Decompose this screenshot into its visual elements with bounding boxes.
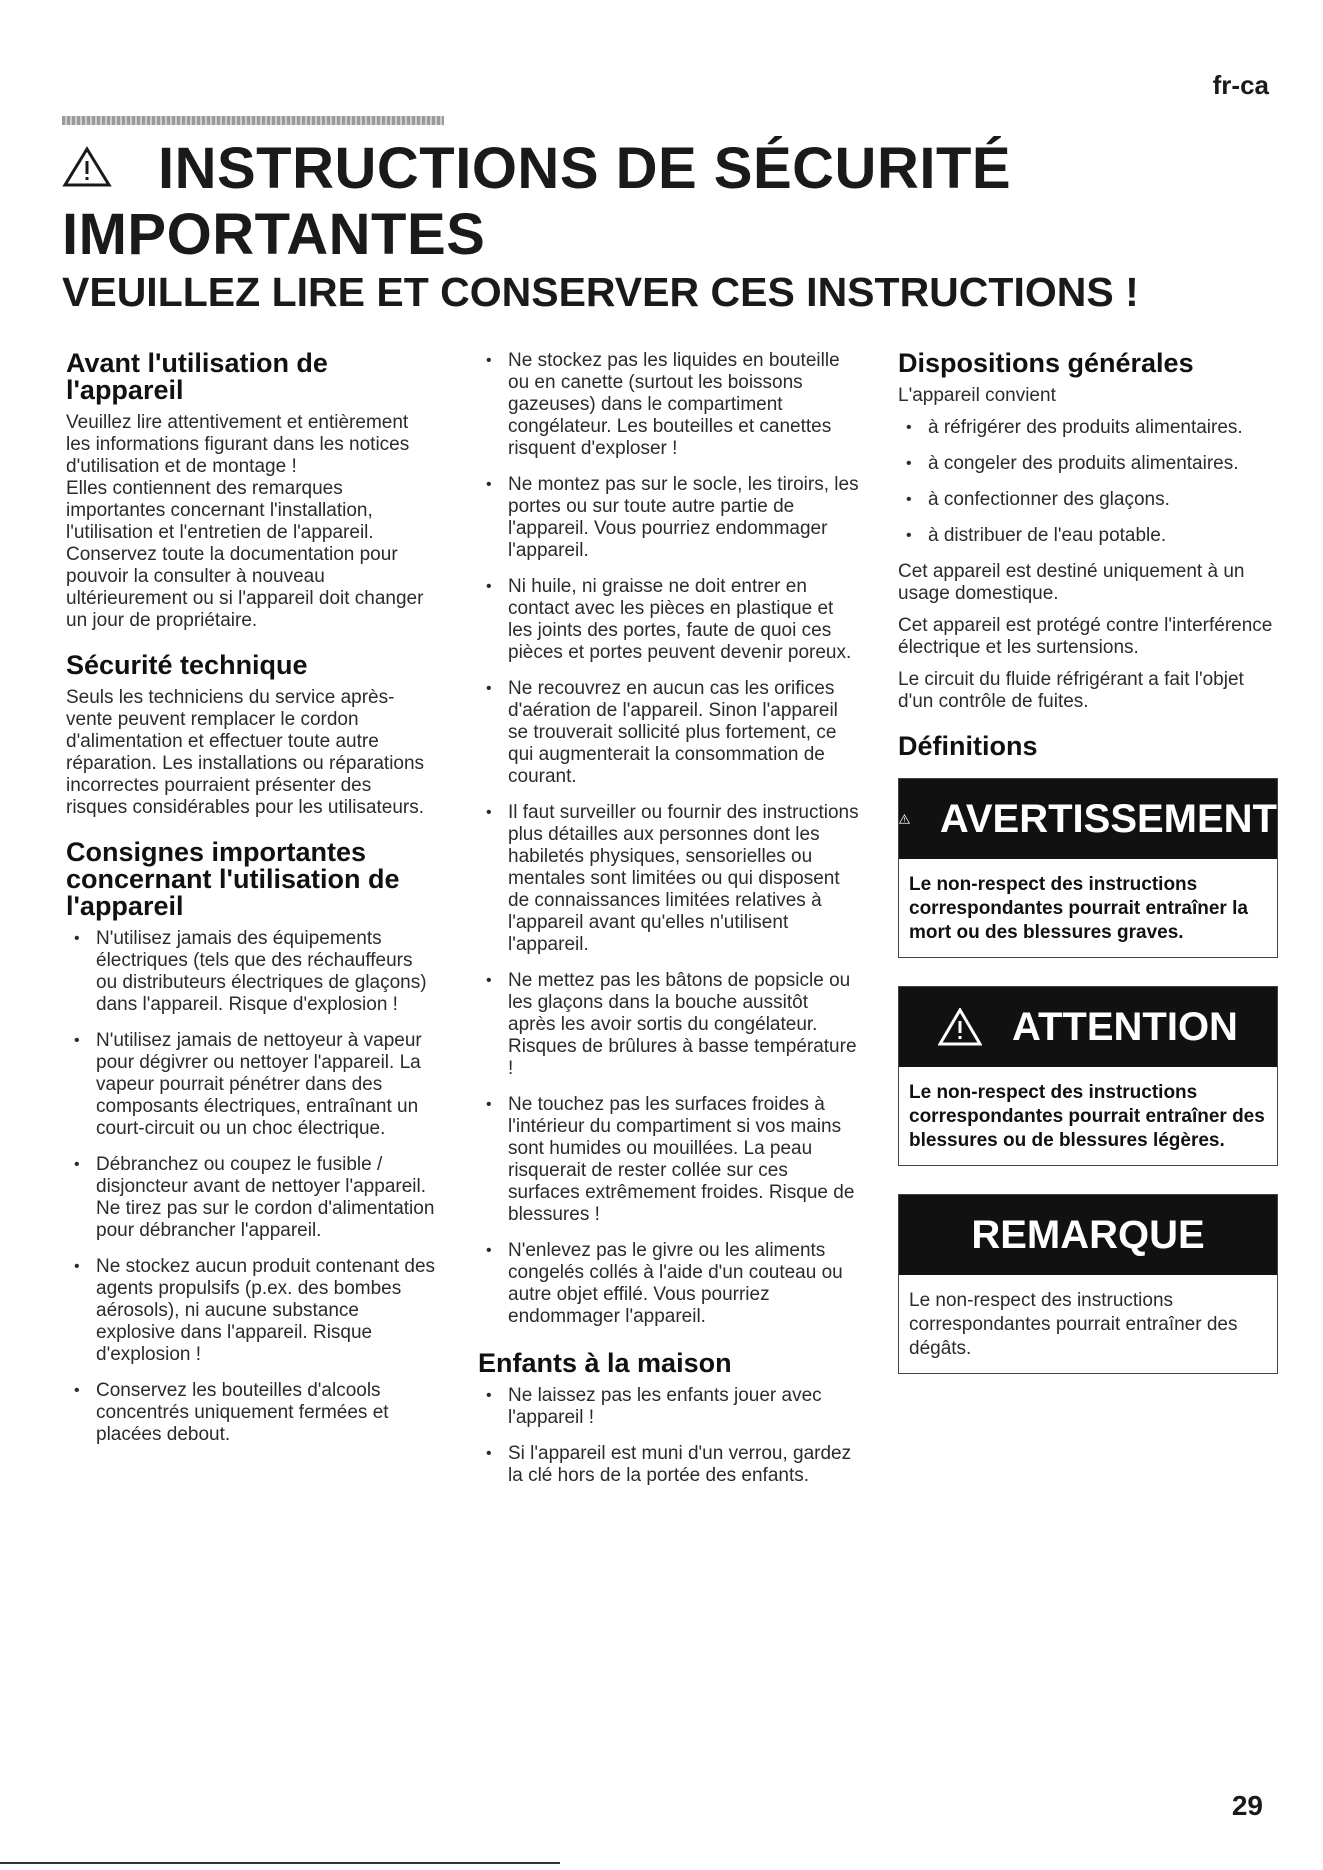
instructions-list (66, 928, 436, 1446)
page-title (62, 136, 1011, 268)
instructions-list (478, 350, 860, 1328)
note-text: Le non-respect des instructions correspondantes pourrait entraîner des dégâts. (909, 1290, 1238, 1359)
section-general-provisions (898, 350, 1278, 713)
risk-note: Risque d'explosion ! (228, 994, 398, 1015)
list-item: • Ni huile, ni graisse ne doit entrer en contact avec les pièces en plastique et les joints des portes, faute de quoi ces pièces et portes peuvent devenir poreux. (478, 576, 860, 664)
caution-text: Le non-respect des instructions correspondantes pourrait entraîner des blessures ou de blessures légères. (909, 1082, 1265, 1151)
paragraph: Elles contiennent des remarques importantes concernant l'installation, l'utilisation et l'entretien de l'appareil. (66, 478, 374, 543)
caution-label: ATTENTION (1012, 1005, 1238, 1049)
section-definitions (898, 733, 1278, 1374)
warning-box-header (899, 779, 1277, 859)
note-label: REMARQUE (971, 1213, 1205, 1257)
page-subtitle: VEUILLEZ LIRE ET CONSERVER CES INSTRUCTIONS ! (62, 269, 1139, 315)
paragraph: Seuls les techniciens du service après-vente peuvent remplacer le cordon d'alimentation et effectuer toute autre réparation. Les installations ou réparations incorrectes pourraient présenter des risques considérables pour les utilisateurs. (66, 687, 425, 818)
usage-list (898, 417, 1278, 547)
list-item: • à congeler des produits alimentaires. (898, 453, 1278, 475)
risk-note: Risque de blessures ! (508, 1182, 855, 1225)
column-middle (478, 350, 860, 1501)
section-heading: Avant l'utilisation de l'appareil (66, 348, 328, 405)
section-heading: Sécurité technique (66, 650, 308, 680)
warning-triangle-icon (62, 136, 158, 202)
section-children (478, 1350, 860, 1487)
paragraph: Cet appareil est destiné uniquement à un usage domestique. (898, 561, 1245, 604)
section-heading: Dispositions générales (898, 348, 1194, 378)
section-important-instructions (66, 839, 436, 1446)
note-box-header (899, 1195, 1277, 1275)
list-item: • à distribuer de l'eau potable. (898, 525, 1278, 547)
list-item: • à confectionner des glaçons. (898, 489, 1278, 511)
title-line-1: INSTRUCTIONS DE SÉCURITÉ (158, 136, 1012, 201)
list-item: • Ne stockez aucun produit contenant des agents propulsifs (p.ex. des bombes aérosols), ni aucune substance explosive dans l'appareil. Risque d'explosion ! (66, 1256, 436, 1366)
note-box (898, 1194, 1278, 1374)
paragraph: L'appareil convient (898, 385, 1056, 406)
language-code: fr-ca (1212, 70, 1269, 100)
warning-triangle-icon (938, 1008, 982, 1046)
caution-box (898, 986, 1278, 1166)
list-item: • N'utilisez jamais des équipements électriques (tels que des réchauffeurs ou distributeurs électriques de glaçons) dans l'appareil. Risque d'explosion ! (66, 928, 436, 1016)
page-number: 29 (1231, 1790, 1263, 1821)
children-list (478, 1385, 860, 1487)
list-item: • Ne recouvrez en aucun cas les orifices d'aération de l'appareil. Sinon l'appareil se trouverait sollicité plus fortement, ce qui augmenterait la consommation de courant. (478, 678, 860, 788)
risk-note: Risques de brûlures à basse température ! (508, 1036, 857, 1079)
list-item: • Ne laissez pas les enfants jouer avec l'appareil ! (478, 1385, 860, 1429)
warning-box (898, 778, 1278, 958)
list-item: • Si l'appareil est muni d'un verrou, gardez la clé hors de la portée des enfants. (478, 1443, 860, 1487)
section-heading: Définitions (898, 731, 1038, 761)
column-right (898, 350, 1278, 1402)
section-technical-safety (66, 652, 436, 819)
section-heading: Consignes importantes concernant l'utilisation de l'appareil (66, 837, 400, 921)
list-item: • Conservez les bouteilles d'alcools concentrés uniquement fermées et placées debout. (66, 1380, 436, 1446)
list-item: • Ne touchez pas les surfaces froides à l'intérieur du compartiment si vos mains sont humides ou mouillées. La peau risquerait de rester collée sur ces surfaces extrêmement froides. Risque de blessures ! (478, 1094, 860, 1226)
paragraph: Le circuit du fluide réfrigérant a fait l'objet d'un contrôle de fuites. (898, 669, 1244, 712)
risk-note: Risque d'explosion ! (96, 1322, 373, 1365)
paragraph: Veuillez lire attentivement et entièrement les informations figurant dans les notices d'utilisation et de montage ! (66, 412, 410, 477)
warning-label: AVERTISSEMENT (939, 797, 1277, 841)
section-before-use (66, 350, 436, 632)
bottom-rule (0, 1862, 560, 1864)
paragraph: Cet appareil est protégé contre l'interférence électrique et les surtensions. (898, 615, 1273, 658)
list-item: • Ne stockez pas les liquides en bouteille ou en canette (surtout les boissons gazeuses) dans le compartiment congélateur. Les bouteilles et canettes risquent d'exploser ! (478, 350, 860, 460)
warning-text: Le non-respect des instructions correspondantes pourrait entraîner la mort ou des blessures graves. (909, 874, 1248, 943)
list-item: • Ne montez pas sur le socle, les tiroirs, les portes ou sur toute autre partie de l'appareil. Vous pourriez endommager l'appareil. (478, 474, 860, 562)
caution-box-header (899, 987, 1277, 1067)
column-left (66, 350, 436, 1460)
section-heading: Enfants à la maison (478, 1348, 732, 1378)
list-item: • Ne mettez pas les bâtons de popsicle ou les glaçons dans la bouche aussitôt après les avoir sortis du congélateur. Risques de brûlures à basse température ! (478, 970, 860, 1080)
list-item: • N'enlevez pas le givre ou les aliments congelés collés à l'aide d'un couteau ou autre objet effilé. Vous pourriez endommager l'appareil. (478, 1240, 860, 1328)
list-item: • à réfrigérer des produits alimentaires. (898, 417, 1278, 439)
list-item: • Débranchez ou coupez le fusible / disjoncteur avant de nettoyer l'appareil. Ne tirez pas sur le cordon d'alimentation pour débrancher l'appareil. (66, 1154, 436, 1242)
list-item: • Il faut surveiller ou fournir des instructions plus détailles aux personnes dont les habiletés physiques, sensorielles ou mentales sont limitées ou qui disposent de connaissances limitées relatives à l'appareil avant qu'elles n'utilisent l'appareil. (478, 802, 860, 956)
list-item: • N'utilisez jamais de nettoyeur à vapeur pour dégivrer ou nettoyer l'appareil. La vapeur pourrait pénétrer dans des composants électriques, entraînant un court-circuit ou un choc électrique. (66, 1030, 436, 1140)
warning-triangle-icon (899, 800, 910, 838)
title-line-2: IMPORTANTES (62, 202, 486, 267)
header-rule (62, 116, 444, 125)
paragraph: Conservez toute la documentation pour pouvoir la consulter à nouveau ultérieurement ou si l'appareil doit changer un jour de propriétaire. (66, 544, 424, 631)
